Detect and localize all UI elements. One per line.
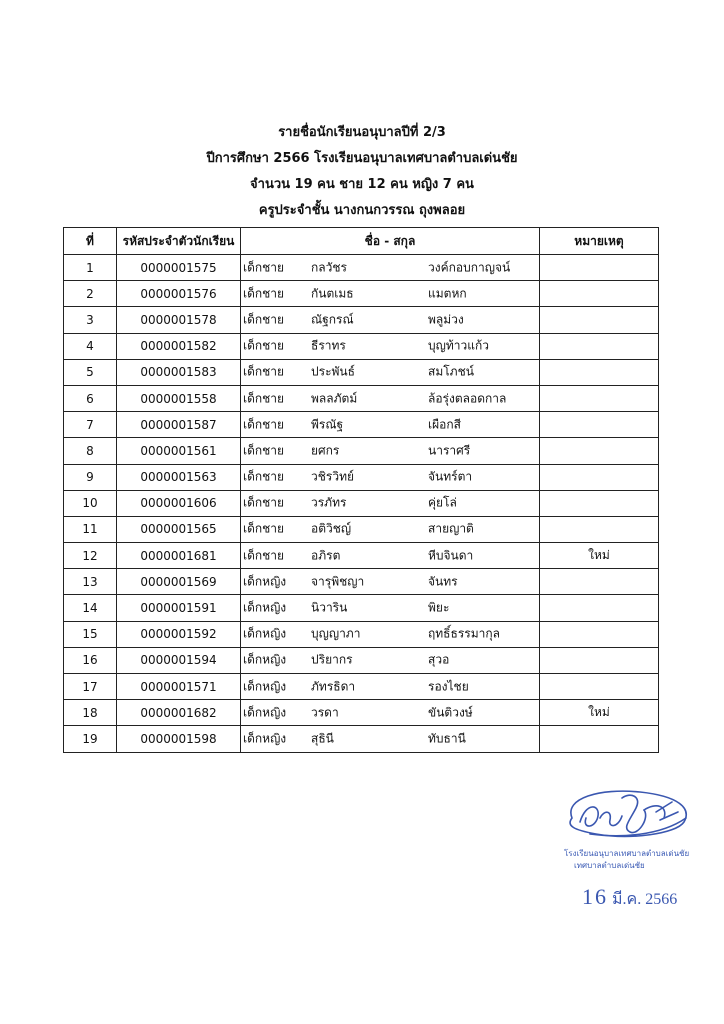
last-name: รองไชย [428, 679, 469, 694]
student-name-cell [241, 281, 540, 307]
school-year-line: ปีการศึกษา 2566 โรงเรียนอนุบาลเทศบาลตำบลเด่นชัย [206, 151, 518, 166]
table-row [64, 438, 659, 464]
first-name: ยศกร [311, 443, 340, 458]
name-prefix: เด็กชาย [243, 443, 285, 458]
name-prefix: เด็กหญิง [243, 705, 287, 720]
row-number: 13 [64, 569, 117, 595]
name-prefix: เด็กชาย [243, 469, 285, 484]
first-name: นิวาริน [311, 600, 348, 615]
student-name-cell [241, 438, 540, 464]
student-name-cell [241, 516, 540, 542]
student-id: 0000001558 [117, 385, 241, 411]
first-name: วรภัทร [311, 495, 347, 510]
remark [540, 621, 659, 647]
row-number: 11 [64, 516, 117, 542]
first-name: วรดา [311, 705, 339, 720]
student-id: 0000001582 [117, 333, 241, 359]
first-name: ธีราทร [311, 338, 346, 353]
student-name-cell [241, 647, 540, 673]
student-id: 0000001578 [117, 307, 241, 333]
student-name-cell [241, 359, 540, 385]
row-number: 7 [64, 412, 117, 438]
table-row [64, 412, 659, 438]
row-number: 17 [64, 674, 117, 700]
remark [540, 516, 659, 542]
student-name-cell [241, 726, 540, 752]
stamp-date [582, 884, 677, 912]
first-name: พลลภัตม์ [311, 391, 358, 406]
table-row [64, 255, 659, 281]
row-number: 5 [64, 359, 117, 385]
remark [540, 595, 659, 621]
last-name: วงค์กอบกาญจน์ [428, 260, 511, 275]
student-name-cell [241, 464, 540, 490]
student-id: 0000001681 [117, 543, 241, 569]
student-id: 0000001587 [117, 412, 241, 438]
name-prefix: เด็กหญิง [243, 574, 287, 589]
remark: ใหม่ [540, 700, 659, 726]
student-id: 0000001569 [117, 569, 241, 595]
student-id: 0000001583 [117, 359, 241, 385]
stamp-text [564, 848, 714, 872]
first-name: บุญญาภา [311, 626, 361, 641]
first-name: วชิรวิทย์ [311, 469, 355, 484]
row-number: 10 [64, 490, 117, 516]
student-id: 0000001563 [117, 464, 241, 490]
last-name: หีบจินดา [428, 548, 474, 563]
student-name-cell [241, 700, 540, 726]
header-remark: หมายเหตุ [540, 228, 659, 255]
last-name: สมโภชน์ [428, 364, 474, 379]
name-prefix: เด็กหญิง [243, 679, 287, 694]
name-prefix: เด็กหญิง [243, 652, 287, 667]
row-number: 18 [64, 700, 117, 726]
remark [540, 726, 659, 752]
last-name: ทับธานี [428, 731, 466, 746]
row-number: 9 [64, 464, 117, 490]
row-number: 14 [64, 595, 117, 621]
remark: ใหม่ [540, 543, 659, 569]
table-row [64, 621, 659, 647]
last-name: พลูม่วง [428, 312, 464, 327]
student-id: 0000001576 [117, 281, 241, 307]
last-name: ฤทธิ์ธรรมากุล [428, 626, 500, 641]
student-name-cell [241, 595, 540, 621]
stamp-municipality: เทศบาลตำบลเด่นชัย [574, 861, 645, 870]
table-row [64, 543, 659, 569]
student-id: 0000001591 [117, 595, 241, 621]
last-name: สุวอ [428, 652, 450, 667]
teacher-line: ครูประจำชั้น นางกนกวรรณ ถุงพลอย [258, 203, 466, 218]
first-name: จารุพิชญา [311, 574, 365, 589]
remark [540, 412, 659, 438]
remark [540, 333, 659, 359]
row-number: 16 [64, 647, 117, 673]
stamp-date-month-year: มี.ค. 2566 [612, 891, 678, 908]
name-prefix: เด็กชาย [243, 391, 285, 406]
table-row [64, 333, 659, 359]
first-name: กันตเมธ [311, 286, 354, 301]
first-name: ประพันธ์ [311, 364, 355, 379]
first-name: ณัฐกรณ์ [311, 312, 354, 327]
table-row [64, 647, 659, 673]
last-name: นาราศรี [428, 443, 471, 458]
first-name: อติวิชญ์ [311, 521, 352, 536]
name-prefix: เด็กหญิง [243, 731, 287, 746]
last-name: จันทร [428, 574, 458, 589]
document-header [0, 120, 724, 224]
table-row [64, 700, 659, 726]
remark [540, 647, 659, 673]
first-name: สุธินี [311, 731, 334, 746]
last-name: จันทร์ตา [428, 469, 473, 484]
table-row [64, 281, 659, 307]
row-number: 19 [64, 726, 117, 752]
row-number: 6 [64, 385, 117, 411]
remark [540, 307, 659, 333]
row-number: 4 [64, 333, 117, 359]
header-full-name: ชื่อ - สกุล [241, 228, 540, 255]
row-number: 12 [64, 543, 117, 569]
first-name: พีรณัฐ [311, 417, 344, 432]
last-name: เผือกสี [428, 417, 461, 432]
last-name: บุญท้าวแก้ว [428, 338, 489, 353]
student-roster-table [63, 227, 659, 753]
name-prefix: เด็กชาย [243, 548, 285, 563]
student-id: 0000001575 [117, 255, 241, 281]
last-name: สายญาติ [428, 521, 474, 536]
name-prefix: เด็กชาย [243, 312, 285, 327]
remark [540, 569, 659, 595]
remark [540, 359, 659, 385]
name-prefix: เด็กชาย [243, 338, 285, 353]
remark [540, 674, 659, 700]
student-id: 0000001594 [117, 647, 241, 673]
student-id: 0000001606 [117, 490, 241, 516]
table-row [64, 569, 659, 595]
first-name: กลวัชร [311, 260, 347, 275]
student-name-cell [241, 385, 540, 411]
header-student-id: รหัสประจำตัวนักเรียน [117, 228, 241, 255]
student-name-cell [241, 621, 540, 647]
student-name-cell [241, 569, 540, 595]
student-name-cell [241, 490, 540, 516]
row-number: 15 [64, 621, 117, 647]
student-name-cell [241, 412, 540, 438]
header-no: ที่ [64, 228, 117, 255]
first-name: อภิรต [311, 548, 341, 563]
remark [540, 464, 659, 490]
table-row [64, 385, 659, 411]
stamp-school-name: โรงเรียนอนุบาลเทศบาลตำบลเด่นชัย [564, 849, 690, 858]
table-row [64, 674, 659, 700]
table-row [64, 464, 659, 490]
class-title: รายชื่อนักเรียนอนุบาลปีที่ 2/3 [278, 125, 446, 140]
table-row [64, 307, 659, 333]
student-name-cell [241, 307, 540, 333]
student-id: 0000001682 [117, 700, 241, 726]
remark [540, 255, 659, 281]
name-prefix: เด็กชาย [243, 417, 285, 432]
name-prefix: เด็กหญิง [243, 626, 287, 641]
student-id: 0000001565 [117, 516, 241, 542]
name-prefix: เด็กชาย [243, 521, 285, 536]
first-name: ปริยากร [311, 652, 353, 667]
student-id: 0000001592 [117, 621, 241, 647]
row-number: 8 [64, 438, 117, 464]
remark [540, 438, 659, 464]
remark [540, 385, 659, 411]
last-name: ขันติวงษ์ [428, 705, 473, 720]
student-name-cell [241, 674, 540, 700]
table-header-row [64, 228, 659, 255]
table-row [64, 595, 659, 621]
first-name: ภัทรธิดา [311, 679, 356, 694]
name-prefix: เด็กหญิง [243, 600, 287, 615]
student-id: 0000001598 [117, 726, 241, 752]
table-body [64, 255, 659, 753]
last-name: พิยะ [428, 600, 450, 615]
name-prefix: เด็กชาย [243, 260, 285, 275]
student-name-cell [241, 333, 540, 359]
student-id: 0000001561 [117, 438, 241, 464]
last-name: แมตหก [428, 286, 467, 301]
table-row [64, 726, 659, 752]
table-row [64, 516, 659, 542]
row-number: 3 [64, 307, 117, 333]
row-number: 2 [64, 281, 117, 307]
row-number: 1 [64, 255, 117, 281]
name-prefix: เด็กชาย [243, 286, 285, 301]
stamp-date-day: 16 [582, 884, 608, 909]
remark [540, 281, 659, 307]
student-name-cell [241, 255, 540, 281]
name-prefix: เด็กชาย [243, 364, 285, 379]
last-name: ล้อรุ่งตลอดกาล [428, 391, 507, 406]
name-prefix: เด็กชาย [243, 495, 285, 510]
student-count-line: จำนวน 19 คน ชาย 12 คน หญิง 7 คน [250, 177, 474, 192]
table-row [64, 359, 659, 385]
table-row [64, 490, 659, 516]
last-name: คุ่ยโล่ [428, 495, 457, 510]
remark [540, 490, 659, 516]
student-name-cell [241, 543, 540, 569]
student-id: 0000001571 [117, 674, 241, 700]
